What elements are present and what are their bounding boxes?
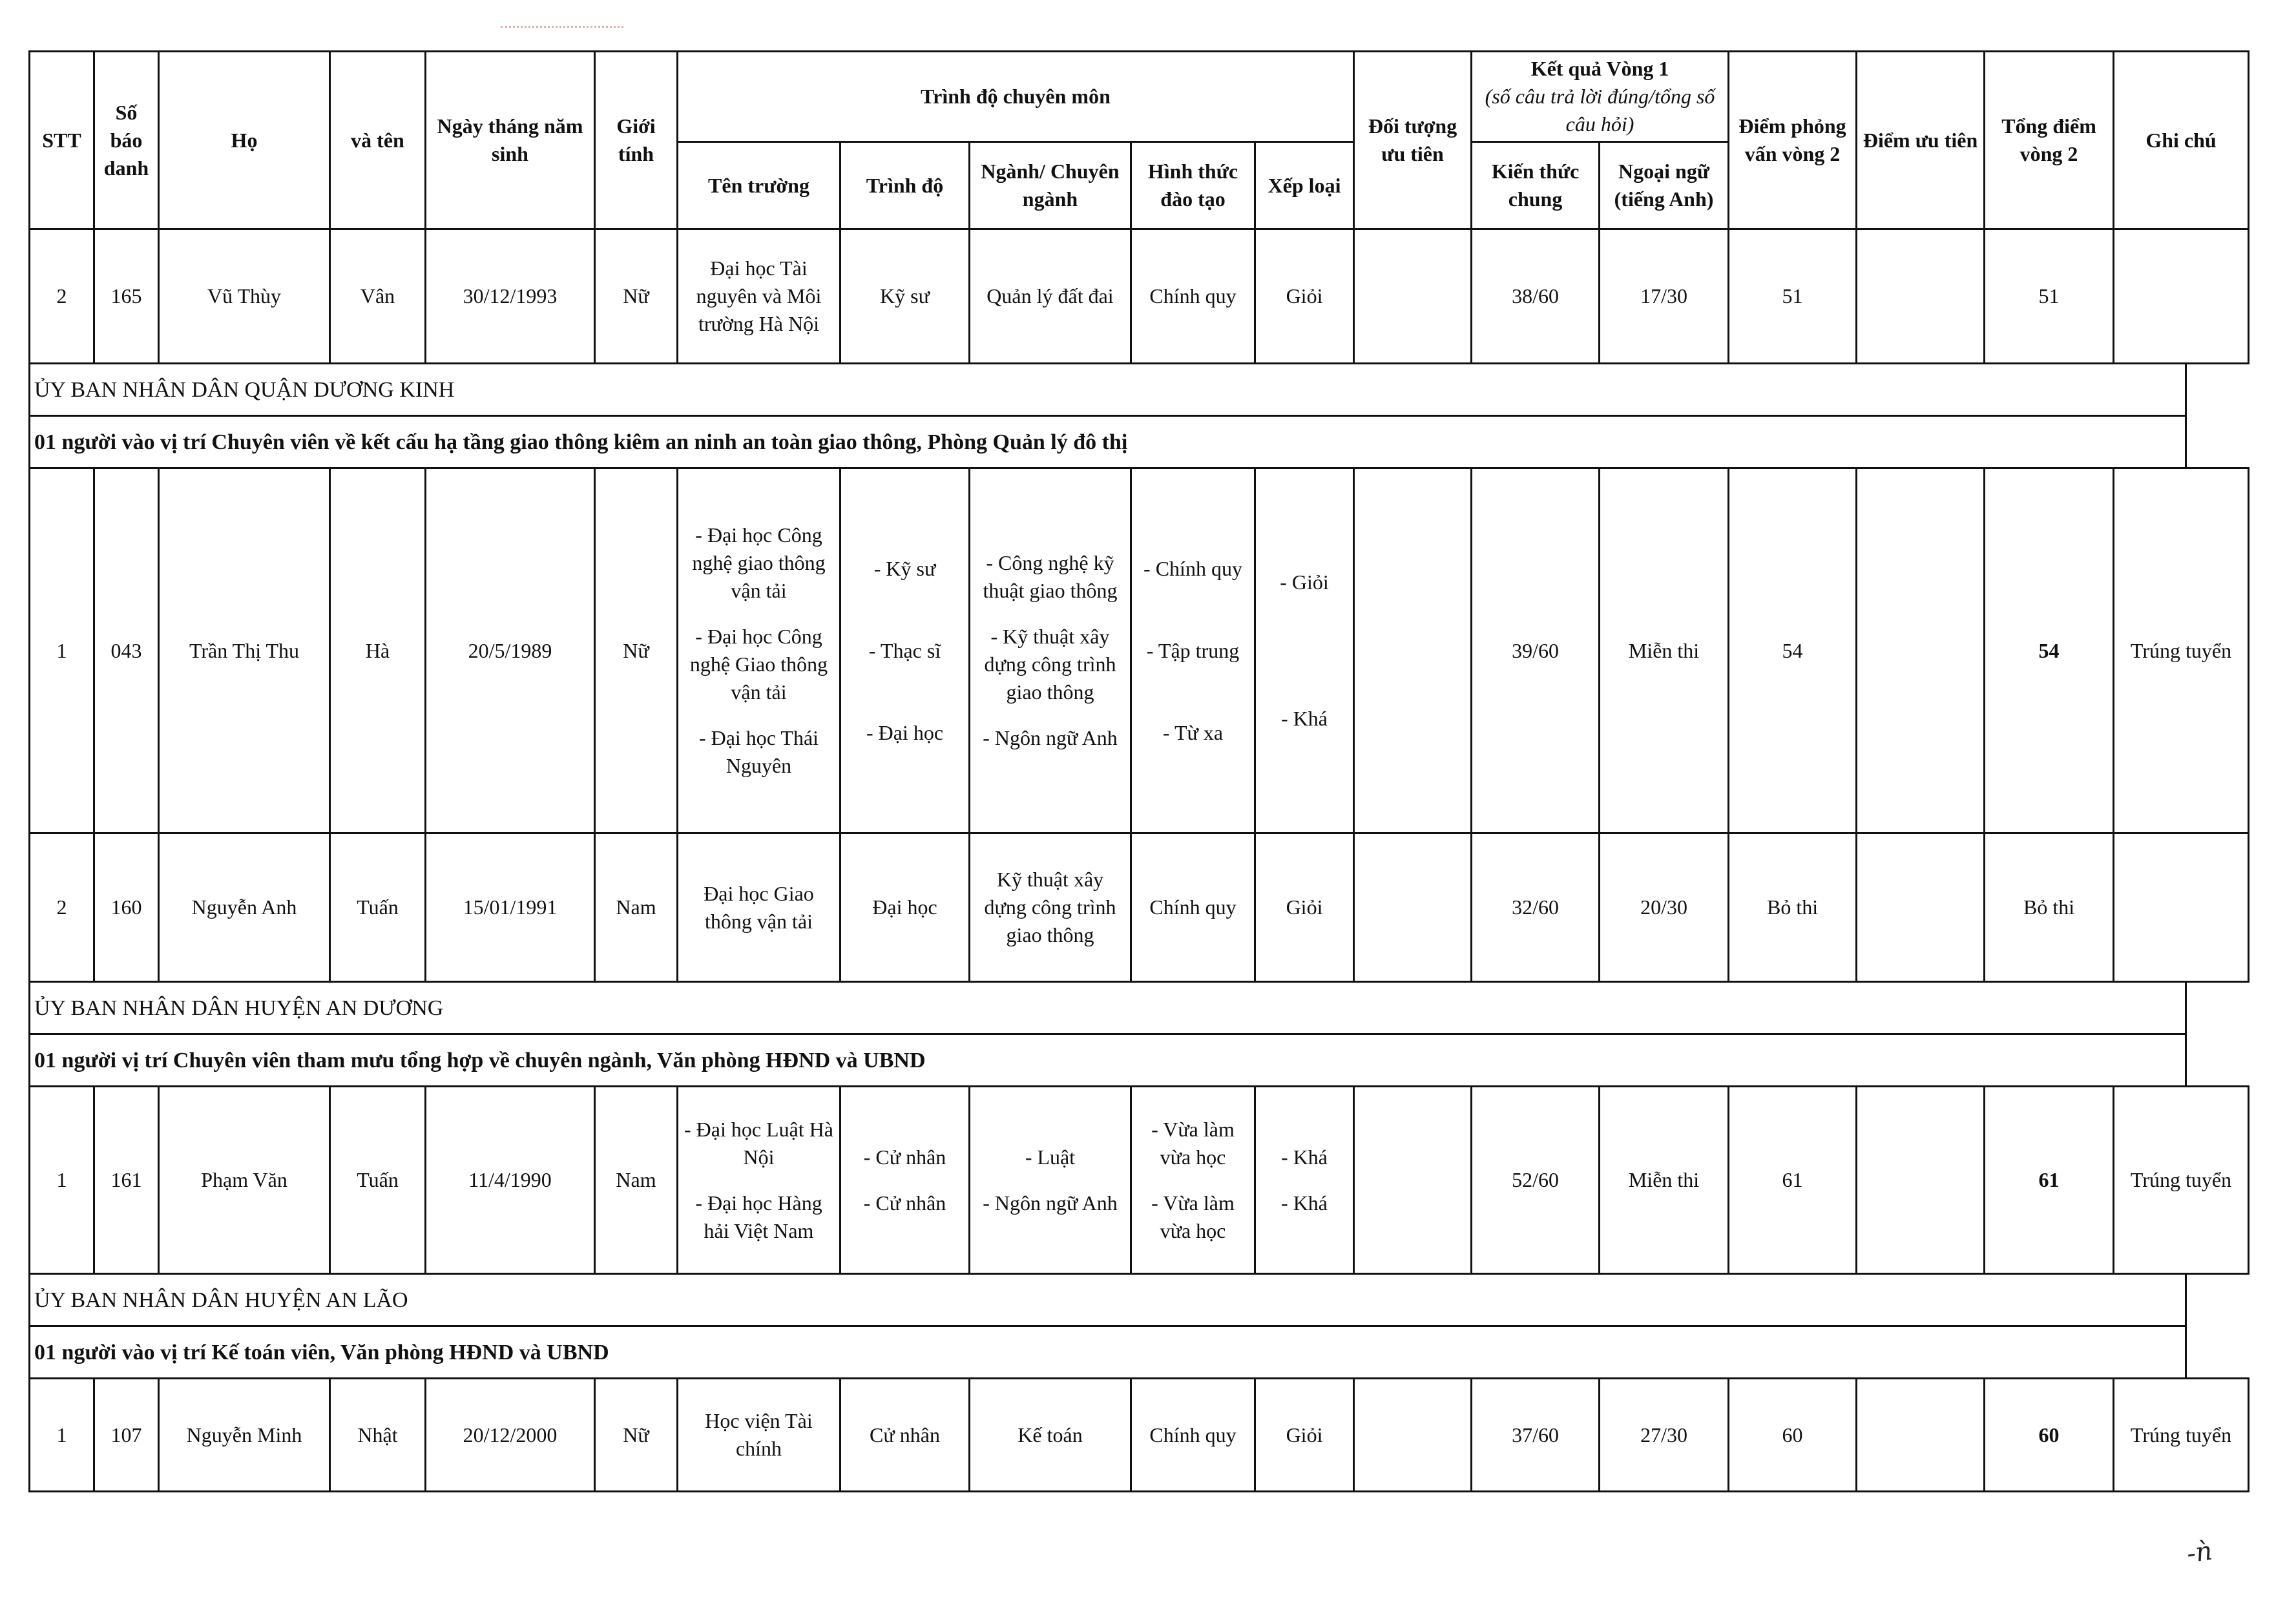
- cell-diem-pv: 51: [1729, 229, 1857, 364]
- cell-ho: Vũ Thùy: [159, 229, 330, 364]
- col-gioi-tinh: Giới tính: [595, 52, 678, 229]
- cell-tong: Bỏ thi: [1985, 833, 2114, 982]
- cell-truong: [678, 1087, 840, 1274]
- cell-diem-pv: Bỏ thi: [1729, 833, 1857, 982]
- list-item: - Giỏi: [1280, 570, 1329, 594]
- list-item: - Đại học Công nghệ giao thông vận tải: [692, 523, 826, 602]
- list-item: - Ngôn ngữ Anh: [983, 726, 1118, 749]
- col-hinh-thuc: Hình thức đào tạo: [1131, 142, 1255, 229]
- list-item: - Kỹ thuật xây dựng công trình giao thông: [984, 625, 1116, 704]
- col-doi-tuong: Đối tượng ưu tiên: [1354, 52, 1472, 229]
- cell-tong: 60: [1985, 1379, 2114, 1492]
- section-position-row: [30, 1034, 2249, 1087]
- list-item: - Khá: [1281, 707, 1328, 730]
- cell-ghi-chu: [2114, 229, 2249, 364]
- list-item: - Luật: [1025, 1145, 1076, 1169]
- cell-doi-tuong: [1354, 1379, 1472, 1492]
- cell-tong: 51: [1985, 229, 2114, 364]
- cell-ghi-chu: [2114, 833, 2249, 982]
- cell-tong: 54: [1985, 468, 2114, 833]
- col-ngoai-ngu: Ngoại ngữ (tiếng Anh): [1600, 142, 1729, 229]
- cell-doi-tuong: [1354, 833, 1472, 982]
- cell-stt: 1: [30, 468, 94, 833]
- list-item: [1260, 605, 1349, 696]
- cell-diem-ut: [1857, 468, 1985, 833]
- list-item: - Cử nhân: [863, 1145, 946, 1169]
- list-item: - Đại học Công nghệ Giao thông vận tải: [689, 625, 828, 704]
- cell-gioi: Nữ: [595, 1379, 678, 1492]
- red-stamp-edge: [501, 0, 623, 28]
- cell-stt: 1: [30, 1379, 94, 1492]
- list-item: - Đại học Hàng hải Việt Nam: [695, 1191, 822, 1242]
- col-xep-loai: Xếp loại: [1255, 142, 1354, 229]
- cell-ten: Hà: [330, 468, 426, 833]
- cell-ngoai-ngu: Miễn thi: [1600, 468, 1729, 833]
- cell-diem-ut: [1857, 833, 1985, 982]
- cell-gioi: Nữ: [595, 468, 678, 833]
- col-ten: và tên: [330, 52, 426, 229]
- cell-hinh-thuc: [1131, 468, 1255, 833]
- cell-ho: Phạm Văn: [159, 1087, 330, 1274]
- cell-doi-tuong: [1354, 468, 1472, 833]
- cell-tong: 61: [1985, 1087, 2114, 1274]
- cell-xep-loai: [1255, 1087, 1354, 1274]
- list-item: - Khá: [1281, 1191, 1328, 1215]
- cell-diem-ut: [1857, 1087, 1985, 1274]
- cell-kien-thuc: 32/60: [1472, 833, 1600, 982]
- list-item: - Kỹ sư: [873, 556, 936, 580]
- cell-truong: Học viện Tài chính: [678, 1379, 840, 1492]
- col-trinh-do: Trình độ: [840, 142, 970, 229]
- cell-ten: Tuấn: [330, 833, 426, 982]
- col-ket-qua-v1: [1472, 52, 1729, 142]
- cell-trinh-do: Đại học: [840, 833, 970, 982]
- cell-ngoai-ngu: 27/30: [1600, 1379, 1729, 1492]
- cell-ngay-sinh: 11/4/1990: [426, 1087, 595, 1274]
- col-nganh: Ngành/ Chuyên ngành: [970, 142, 1131, 229]
- list-item: - Khá: [1281, 1145, 1328, 1169]
- cell-ghi-chu: Trúng tuyển: [2114, 1379, 2249, 1492]
- list-item: - Vừa làm vừa học: [1151, 1117, 1235, 1169]
- list-item: - Cử nhân: [863, 1191, 946, 1215]
- cell-sbd: 107: [94, 1379, 159, 1492]
- cell-truong: Đại học Giao thông vận tải: [678, 833, 840, 982]
- list-item: - Đại học Thái Nguyên: [698, 726, 819, 777]
- section-position: 01 người vào vị trí Kế toán viên, Văn phòng HĐND và UBND: [30, 1326, 2186, 1379]
- table-row: [30, 1087, 2249, 1274]
- cell-ngay-sinh: 15/01/1991: [426, 833, 595, 982]
- cell-doi-tuong: [1354, 229, 1472, 364]
- cell-sbd: 161: [94, 1087, 159, 1274]
- cell-ngay-sinh: 20/5/1989: [426, 468, 595, 833]
- col-ghi-chu: Ghi chú: [2114, 52, 2249, 229]
- cell-ho: Nguyễn Minh: [159, 1379, 330, 1492]
- table-row: [30, 833, 2249, 982]
- cell-stt: 1: [30, 1087, 94, 1274]
- list-item: - Vừa làm vừa học: [1151, 1191, 1235, 1242]
- cell-nganh: Quản lý đất đai: [970, 229, 1131, 364]
- cell-sbd: 160: [94, 833, 159, 982]
- cell-sbd: 165: [94, 229, 159, 364]
- cell-nganh: Kỹ thuật xây dựng công trình giao thông: [970, 833, 1131, 982]
- cell-ten: Nhật: [330, 1379, 426, 1492]
- col-ngay-sinh: Ngày tháng năm sinh: [426, 52, 595, 229]
- handwritten-initials: -ǹ: [2184, 1536, 2215, 1569]
- section-position: 01 người vào vị trí Chuyên viên về kết cấu hạ tầng giao thông kiêm an ninh an toàn giao thông, Phòng Quản lý đô thị: [30, 416, 2186, 468]
- section-position-row: [30, 416, 2249, 468]
- cell-ngay-sinh: 20/12/2000: [426, 1379, 595, 1492]
- cell-trinh-do: [840, 468, 970, 833]
- cell-gioi: Nam: [595, 833, 678, 982]
- section-position: 01 người vị trí Chuyên viên tham mưu tổng hợp về chuyên ngành, Văn phòng HĐND và UBND: [30, 1034, 2186, 1087]
- col-ten-truong: Tên trường: [678, 142, 840, 229]
- cell-gioi: Nam: [595, 1087, 678, 1274]
- list-item: - Công nghệ kỹ thuật giao thông: [983, 551, 1118, 602]
- col-kien-thuc: Kiến thức chung: [1472, 142, 1600, 229]
- results-table: [28, 50, 2249, 1492]
- cell-ngoai-ngu: 20/30: [1600, 833, 1729, 982]
- cell-kien-thuc: 38/60: [1472, 229, 1600, 364]
- list-item: - Đại học: [866, 720, 944, 744]
- cell-xep-loai: Giỏi: [1255, 229, 1354, 364]
- cell-stt: 2: [30, 833, 94, 982]
- cell-diem-pv: 61: [1729, 1087, 1857, 1274]
- cell-trinh-do: [840, 1087, 970, 1274]
- list-item: - Tập trung: [1146, 638, 1240, 662]
- cell-nganh: Kế toán: [970, 1379, 1131, 1492]
- list-item: - Chính quy: [1143, 556, 1242, 580]
- cell-xep-loai: [1255, 468, 1354, 833]
- cell-trinh-do: Kỹ sư: [840, 229, 970, 364]
- cell-truong: Đại học Tài nguyên và Môi trường Hà Nội: [678, 229, 840, 364]
- list-item: - Từ xa: [1162, 720, 1224, 744]
- table-row: [30, 1379, 2249, 1492]
- cell-ho: Nguyễn Anh: [159, 833, 330, 982]
- cell-kien-thuc: 39/60: [1472, 468, 1600, 833]
- cell-diem-ut: [1857, 1379, 1985, 1492]
- cell-ghi-chu: Trúng tuyển: [2114, 1087, 2249, 1274]
- list-item: - Thạc sĩ: [868, 638, 941, 662]
- cell-ten: Tuấn: [330, 1087, 426, 1274]
- col-trinh-do-chuyen-mon: Trình độ chuyên môn: [678, 52, 1354, 142]
- cell-ngoai-ngu: 17/30: [1600, 229, 1729, 364]
- cell-diem-pv: 54: [1729, 468, 1857, 833]
- cell-ghi-chu: Trúng tuyển: [2114, 468, 2249, 833]
- section-unit-row: [30, 1274, 2249, 1326]
- cell-ngay-sinh: 30/12/1993: [426, 229, 595, 364]
- col-stt: STT: [30, 52, 94, 229]
- table-row: [30, 229, 2249, 364]
- cell-hinh-thuc: Chính quy: [1131, 833, 1255, 982]
- cell-sbd: 043: [94, 468, 159, 833]
- section-unit: ỦY BAN NHÂN DÂN HUYỆN AN LÃO: [30, 1274, 2186, 1326]
- results-sheet: [28, 50, 2249, 1492]
- col-diem-ut: Điểm ưu tiên: [1857, 52, 1985, 229]
- cell-nganh: [970, 1087, 1131, 1274]
- cell-trinh-do: Cử nhân: [840, 1379, 970, 1492]
- cell-ho: Trần Thị Thu: [159, 468, 330, 833]
- cell-xep-loai: Giỏi: [1255, 833, 1354, 982]
- section-position-row: [30, 1326, 2249, 1379]
- cell-stt: 2: [30, 229, 94, 364]
- cell-nganh: [970, 468, 1131, 833]
- cell-kien-thuc: 52/60: [1472, 1087, 1600, 1274]
- cell-hinh-thuc: Chính quy: [1131, 229, 1255, 364]
- section-unit-row: [30, 364, 2249, 416]
- cell-xep-loai: Giỏi: [1255, 1379, 1354, 1492]
- cell-ten: Vân: [330, 229, 426, 364]
- col-so-bao-danh: Số báo danh: [94, 52, 159, 229]
- section-unit: ỦY BAN NHÂN DÂN HUYỆN AN DƯƠNG: [30, 982, 2186, 1034]
- list-item: - Ngôn ngữ Anh: [983, 1191, 1118, 1215]
- col-diem-pv: Điểm phỏng vấn vòng 2: [1729, 52, 1857, 229]
- list-item: - Đại học Luật Hà Nội: [684, 1117, 833, 1169]
- cell-gioi: Nữ: [595, 229, 678, 364]
- cell-doi-tuong: [1354, 1087, 1472, 1274]
- cell-diem-pv: 60: [1729, 1379, 1857, 1492]
- cell-truong: [678, 468, 840, 833]
- table-row: [30, 468, 2249, 833]
- col-tong-diem: Tổng điểm vòng 2: [1985, 52, 2114, 229]
- cell-kien-thuc: 37/60: [1472, 1379, 1600, 1492]
- cell-hinh-thuc: Chính quy: [1131, 1379, 1255, 1492]
- ket-qua-v1-title: Kết quả Vòng 1: [1530, 57, 1669, 80]
- col-ho: Họ: [159, 52, 330, 229]
- cell-diem-ut: [1857, 229, 1985, 364]
- ket-qua-v1-note: (số câu trả lời đúng/tổng số câu hỏi): [1485, 85, 1715, 136]
- section-unit: ỦY BAN NHÂN DÂN QUẬN DƯƠNG KINH: [30, 364, 2186, 416]
- cell-ngoai-ngu: Miễn thi: [1600, 1087, 1729, 1274]
- section-unit-row: [30, 982, 2249, 1034]
- cell-hinh-thuc: [1131, 1087, 1255, 1274]
